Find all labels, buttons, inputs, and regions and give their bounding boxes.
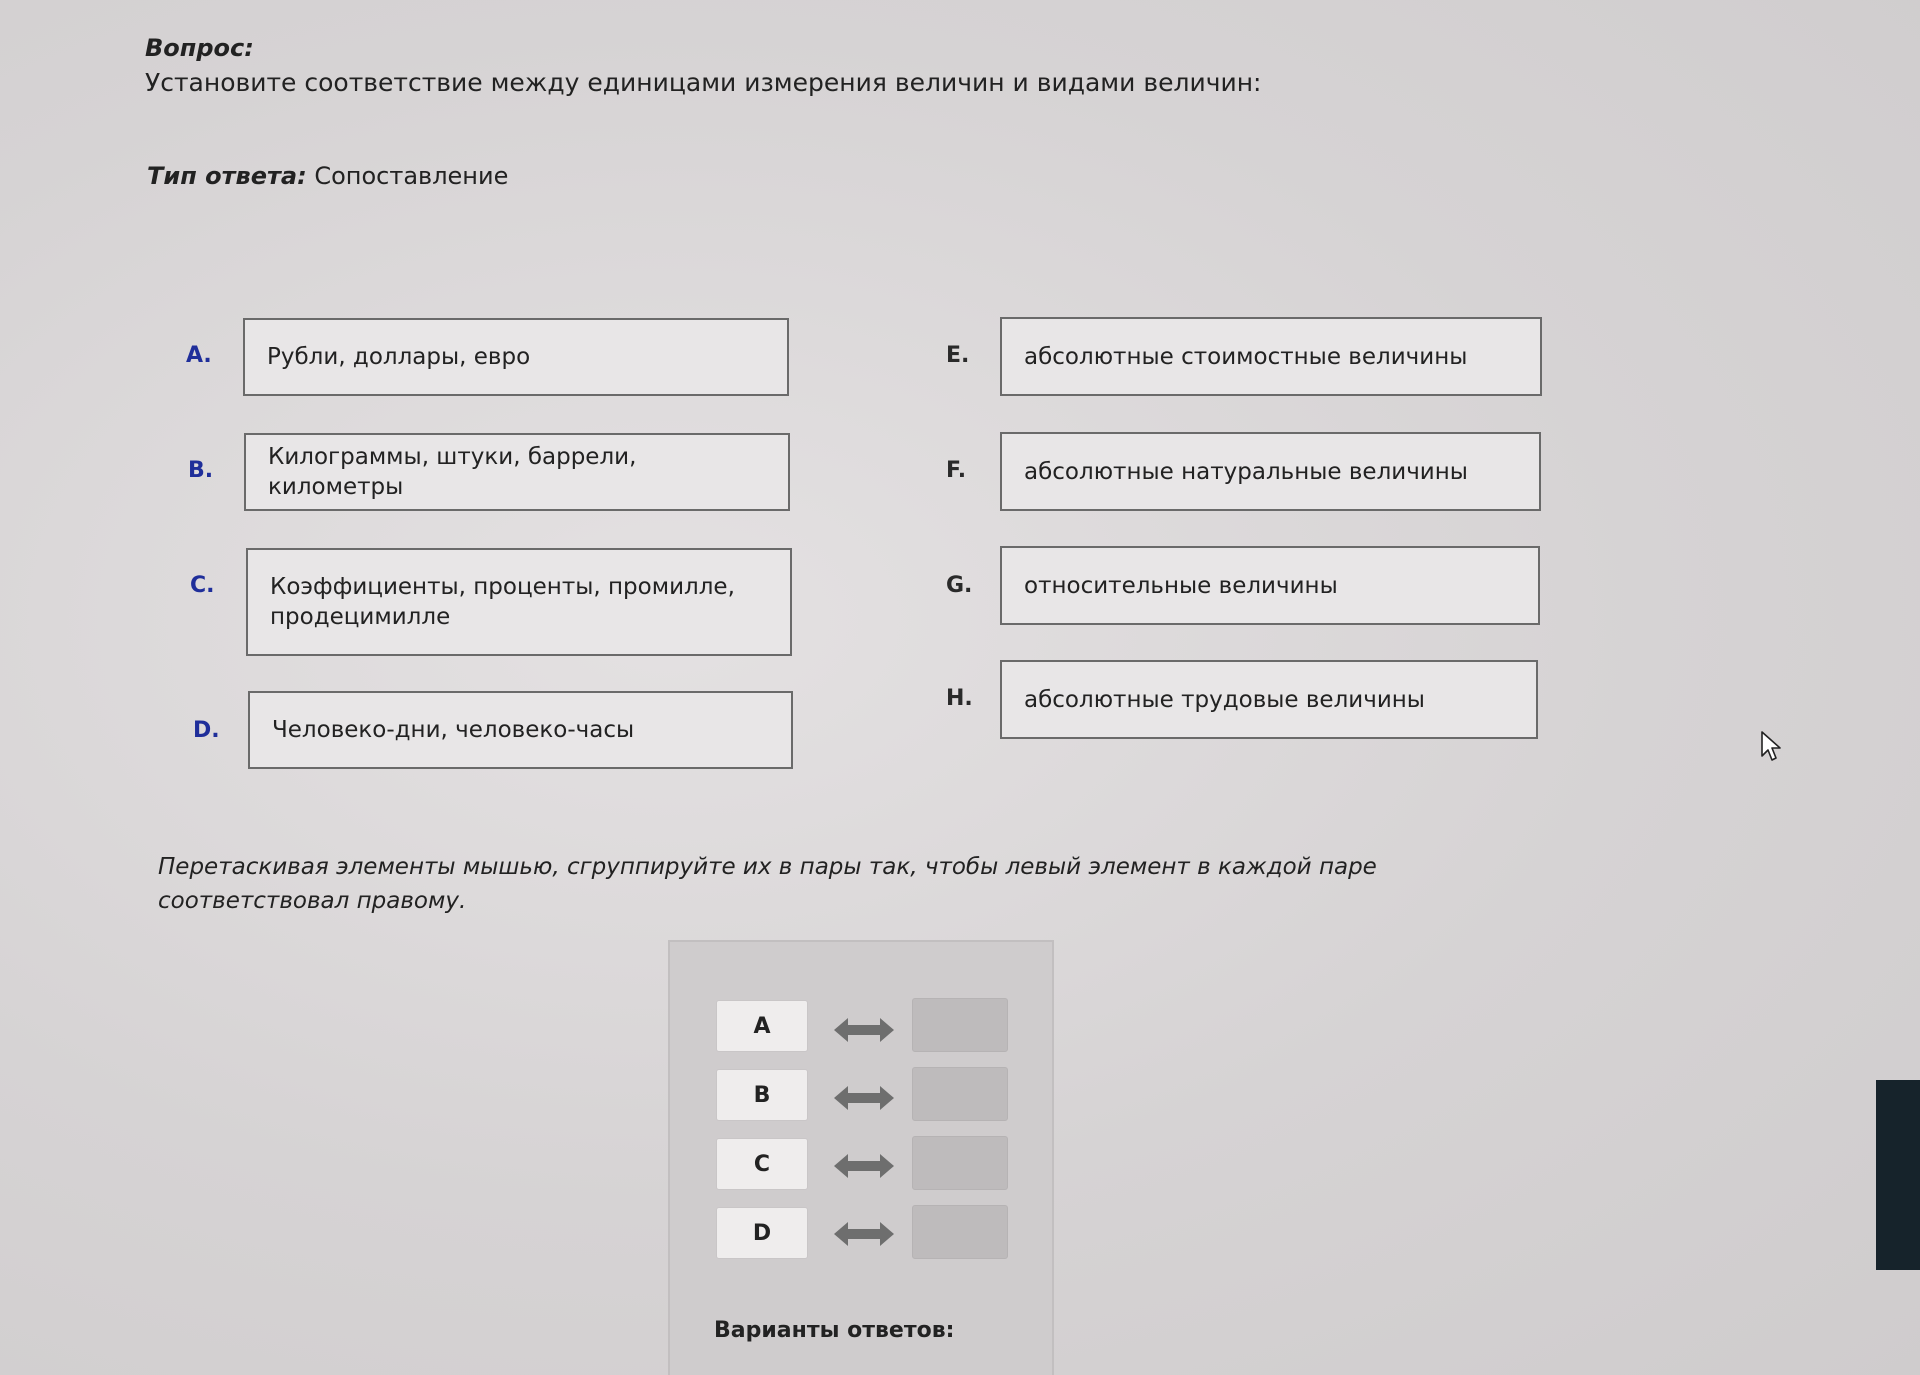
right-letter-g: G. bbox=[946, 573, 973, 598]
right-item-f[interactable] bbox=[1000, 432, 1541, 511]
pair-letter-a: A bbox=[716, 1000, 808, 1052]
pair-letter-b: B bbox=[716, 1069, 808, 1121]
left-item-d[interactable] bbox=[248, 691, 793, 769]
right-item-e[interactable] bbox=[1000, 317, 1542, 396]
answer-variants-label: Варианты ответов: bbox=[714, 1318, 955, 1343]
answer-slot-c[interactable] bbox=[912, 1136, 1008, 1190]
right-letter-h: H. bbox=[946, 686, 973, 711]
left-item-c[interactable] bbox=[246, 548, 792, 656]
pair-letter-c: C bbox=[716, 1138, 808, 1190]
left-item-c-text: Коэффициенты, проценты, промилле, продецимилле bbox=[270, 574, 735, 630]
double-arrow-icon bbox=[834, 1220, 894, 1248]
left-item-a[interactable] bbox=[243, 318, 789, 396]
instruction-text: Перетаскивая элементы мышью, сгруппируйте их в пары так, чтобы левый элемент в каждой паре соответствовал правому. bbox=[158, 854, 1377, 914]
answer-slot-d[interactable] bbox=[912, 1205, 1008, 1259]
double-arrow-icon bbox=[834, 1084, 894, 1112]
right-item-h[interactable] bbox=[1000, 660, 1538, 739]
double-arrow-icon bbox=[834, 1016, 894, 1044]
right-item-g[interactable] bbox=[1000, 546, 1540, 625]
left-letter-b: B. bbox=[188, 458, 214, 483]
question-label: Вопрос: bbox=[145, 34, 254, 62]
right-item-f-text: абсолютные натуральные величины bbox=[1024, 458, 1468, 485]
answer-type-value: Сопоставление bbox=[314, 162, 509, 190]
window-edge bbox=[1876, 1080, 1920, 1270]
mouse-pointer-icon bbox=[1760, 730, 1784, 764]
right-item-e-text: абсолютные стоимостные величины bbox=[1024, 343, 1468, 370]
left-letter-c: C. bbox=[190, 573, 215, 598]
answer-type-label: Тип ответа: bbox=[147, 162, 307, 190]
left-item-b-text: Килограммы, штуки, баррели, километры bbox=[268, 444, 637, 500]
answer-type bbox=[147, 162, 508, 190]
pair-letter-d: D bbox=[716, 1207, 808, 1259]
right-letter-e: E. bbox=[946, 343, 970, 368]
left-letter-d: D. bbox=[193, 718, 220, 743]
double-arrow-icon bbox=[834, 1152, 894, 1180]
answer-slot-b[interactable] bbox=[912, 1067, 1008, 1121]
left-item-b[interactable] bbox=[244, 433, 790, 511]
answer-slot-a[interactable] bbox=[912, 998, 1008, 1052]
left-item-a-text: Рубли, доллары, евро bbox=[267, 344, 531, 370]
question-text: Установите соответствие между единицами измерения величин и видами величин: bbox=[145, 68, 1262, 97]
left-letter-a: A. bbox=[186, 343, 212, 368]
right-item-g-text: относительные величины bbox=[1024, 572, 1338, 599]
left-item-d-text: Человеко-дни, человеко-часы bbox=[272, 717, 635, 743]
right-item-h-text: абсолютные трудовые величины bbox=[1024, 686, 1425, 713]
right-letter-f: F. bbox=[946, 458, 967, 483]
